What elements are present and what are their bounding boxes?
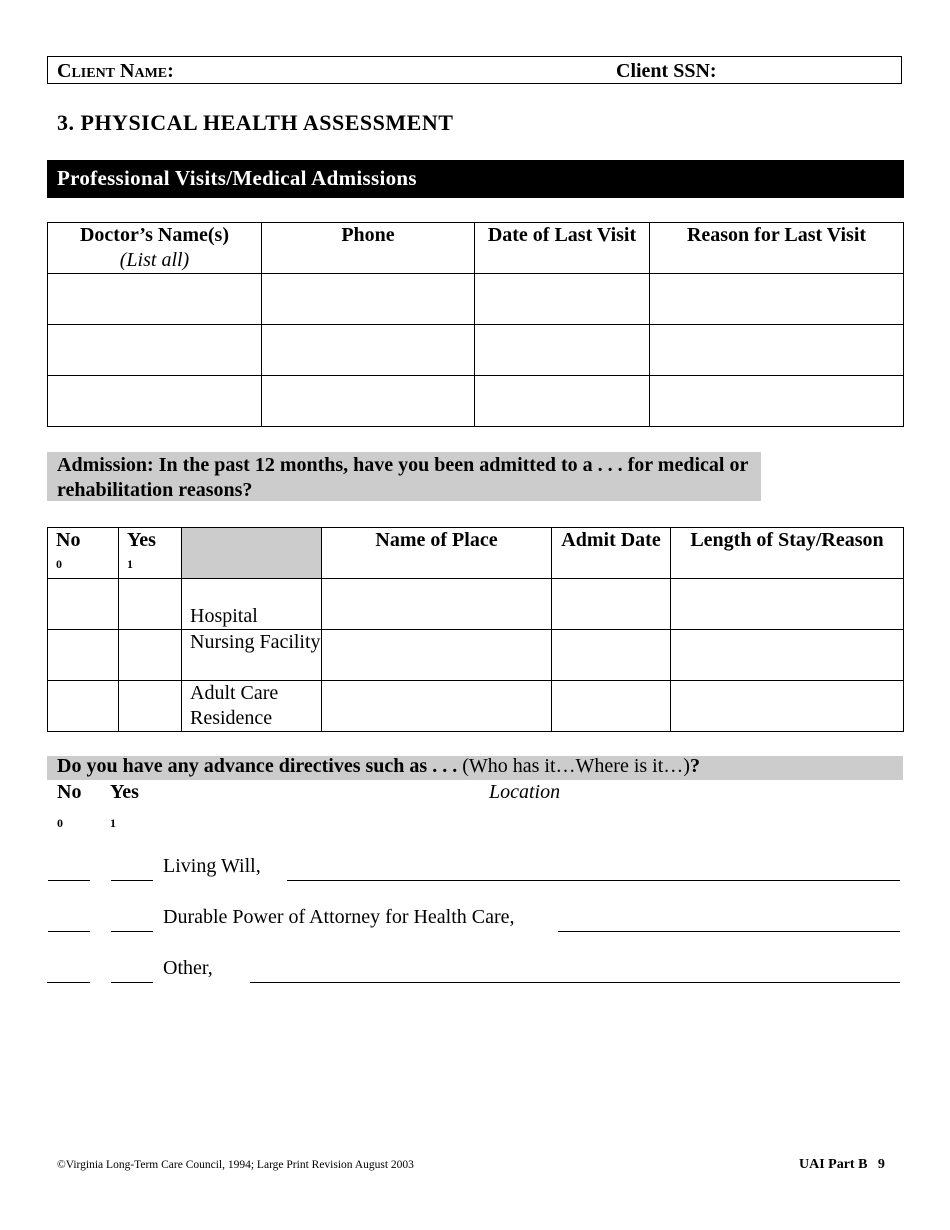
phone-cell[interactable]	[262, 376, 475, 427]
place-type-hospital: Hospital	[182, 579, 322, 630]
phone-cell[interactable]	[262, 274, 475, 325]
visits-banner	[47, 160, 904, 198]
yes-checkbox-cell[interactable]	[119, 681, 182, 732]
directives-yes-header: Yes	[110, 781, 139, 803]
length-of-stay-cell[interactable]	[671, 681, 904, 732]
shaded-header-cell	[182, 528, 322, 579]
directives-no-code: 0	[57, 816, 63, 830]
living-will-no-blank[interactable]	[48, 880, 90, 881]
phone-header: Phone	[262, 223, 475, 274]
directives-no-header: No	[57, 781, 82, 803]
length-of-stay-cell[interactable]	[671, 630, 904, 681]
other-location-line[interactable]	[250, 982, 900, 983]
poa-no-blank[interactable]	[48, 931, 90, 932]
directives-question-banner	[47, 756, 903, 780]
doctor-name-cell[interactable]	[48, 325, 262, 376]
yes-checkbox-cell[interactable]	[119, 579, 182, 630]
poa-yes-blank[interactable]	[111, 931, 153, 932]
doctor-name-header: Doctor’s Name(s) (List all)	[48, 223, 262, 274]
place-type-adult-care-residence: Adult Care Residence	[182, 681, 322, 732]
no-header: No 0	[48, 528, 119, 579]
living-will-location-line[interactable]	[287, 880, 900, 881]
place-type-nursing-facility: Nursing Facility	[182, 630, 322, 681]
yes-checkbox-cell[interactable]	[119, 630, 182, 681]
other-label: Other,	[163, 957, 213, 979]
length-of-stay-cell[interactable]	[671, 579, 904, 630]
yes-header: Yes 1	[119, 528, 182, 579]
admission-table	[47, 527, 904, 732]
no-code: 0	[56, 557, 62, 571]
location-header: Location	[489, 781, 561, 803]
reason-cell[interactable]	[650, 376, 904, 427]
admission-question: Admission: In the past 12 months, have you been admitted to a . . . for medical or rehabilitation reasons?	[57, 454, 748, 501]
table-row	[48, 681, 904, 732]
no-checkbox-cell[interactable]	[48, 579, 119, 630]
table-row	[48, 325, 904, 376]
place-name-cell[interactable]	[322, 579, 552, 630]
table-row	[48, 579, 904, 630]
directives-question: Do you have any advance directives such as . . . (Who has it…Where is it…)?	[57, 755, 700, 777]
place-name-header: Name of Place	[322, 528, 552, 579]
visits-banner-text: Professional Visits/Medical Admissions	[57, 166, 417, 190]
no-checkbox-cell[interactable]	[48, 681, 119, 732]
other-no-blank[interactable]	[47, 982, 90, 983]
place-name-cell[interactable]	[322, 681, 552, 732]
doctor-name-subheader: (List all)	[119, 249, 190, 271]
admission-question-banner	[47, 452, 761, 501]
doctors-table	[47, 222, 904, 427]
client-info-bar	[47, 56, 902, 84]
table-row	[48, 376, 904, 427]
footer-page-label: UAI Part B 9	[799, 1157, 885, 1172]
table-row	[48, 630, 904, 681]
doctor-name-cell[interactable]	[48, 376, 262, 427]
admit-date-cell[interactable]	[552, 630, 671, 681]
section-title: 3. PHYSICAL HEALTH ASSESSMENT	[57, 110, 454, 135]
yes-code: 1	[127, 557, 133, 571]
client-name-label: Client Name:	[57, 60, 174, 82]
reason-cell[interactable]	[650, 325, 904, 376]
admit-date-header: Admit Date	[552, 528, 671, 579]
table-row	[48, 274, 904, 325]
date-cell[interactable]	[475, 274, 650, 325]
living-will-yes-blank[interactable]	[111, 880, 153, 881]
directives-yes-code: 1	[110, 816, 116, 830]
reason-cell[interactable]	[650, 274, 904, 325]
doctor-name-cell[interactable]	[48, 274, 262, 325]
length-of-stay-header: Length of Stay/Reason	[671, 528, 904, 579]
poa-location-line[interactable]	[558, 931, 900, 932]
other-yes-blank[interactable]	[111, 982, 153, 983]
phone-cell[interactable]	[262, 325, 475, 376]
living-will-label: Living Will,	[163, 855, 261, 877]
date-cell[interactable]	[475, 325, 650, 376]
admit-date-cell[interactable]	[552, 681, 671, 732]
date-last-visit-header: Date of Last Visit	[475, 223, 650, 274]
place-name-cell[interactable]	[322, 630, 552, 681]
no-checkbox-cell[interactable]	[48, 630, 119, 681]
admit-date-cell[interactable]	[552, 579, 671, 630]
date-cell[interactable]	[475, 376, 650, 427]
poa-label: Durable Power of Attorney for Health Care,	[163, 906, 515, 928]
footer-copyright: ©Virginia Long-Term Care Council, 1994; Large Print Revision August 2003	[57, 1159, 414, 1171]
reason-last-visit-header: Reason for Last Visit	[650, 223, 904, 274]
client-ssn-label: Client SSN:	[616, 60, 717, 82]
